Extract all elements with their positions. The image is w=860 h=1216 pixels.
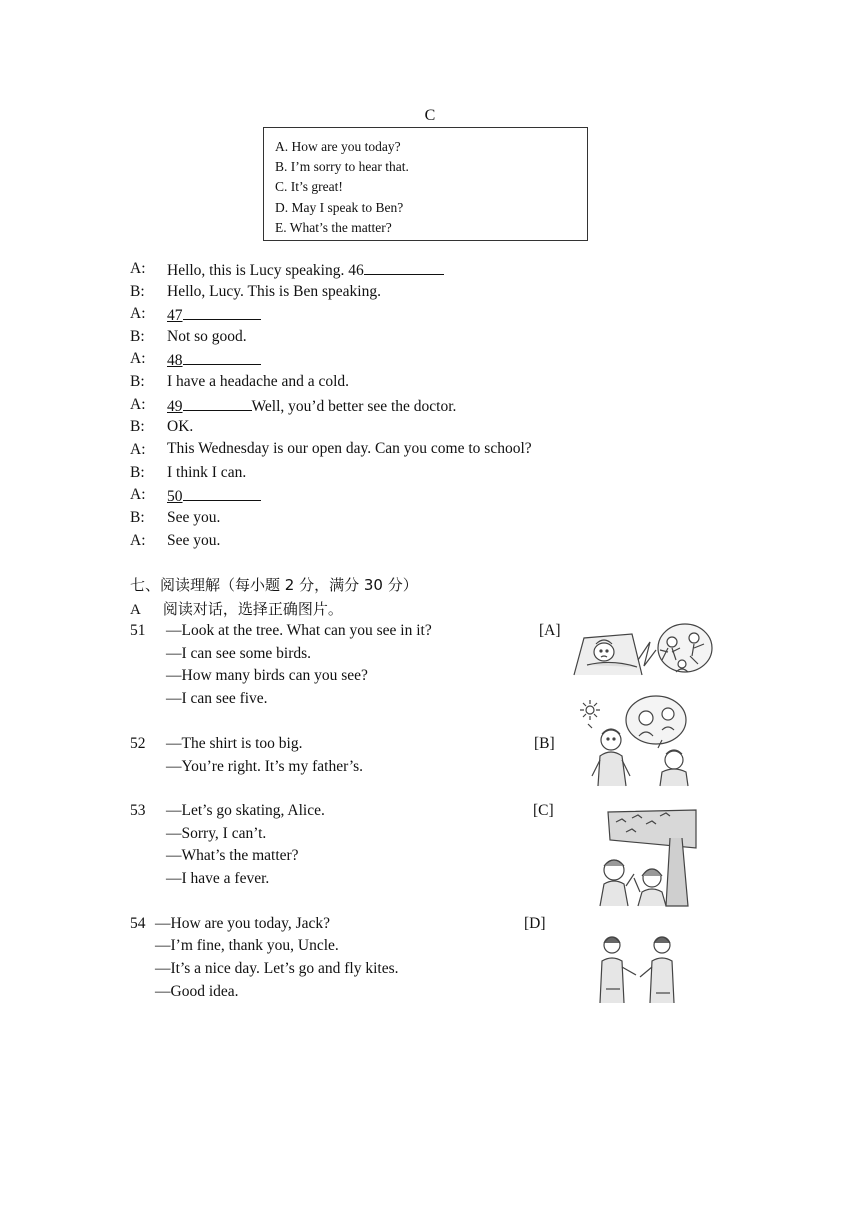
dialogue-line: OK.	[167, 418, 194, 435]
speaker: B:	[130, 373, 145, 390]
dialogue-line: Hello, Lucy. This is Ben speaking.	[167, 283, 381, 300]
speaker: A:	[130, 350, 146, 367]
answer-blank[interactable]	[364, 260, 444, 275]
question-number: 53	[130, 802, 146, 819]
speaker: A:	[130, 260, 146, 277]
sub-instruction: A 阅读对话，选择正确图片。	[130, 600, 343, 618]
picture-b-illustration	[578, 690, 696, 788]
dialogue-line: I have a headache and a cold.	[167, 373, 350, 390]
question-line: —I have a fever.	[166, 870, 270, 887]
question-line: —I’m fine, thank you, Uncle.	[155, 937, 339, 954]
answer-blank[interactable]	[183, 350, 261, 365]
speaker: B:	[130, 509, 145, 526]
question-line: —How many birds can you see?	[166, 667, 368, 684]
dialogue-line: See you.	[167, 509, 221, 526]
question-line: —The shirt is too big.	[166, 735, 303, 752]
speaker: A:	[130, 532, 146, 549]
speaker: A:	[130, 305, 146, 322]
question-line: —How are you today, Jack?	[155, 915, 331, 932]
question-line: —You’re right. It’s my father’s.	[166, 758, 364, 775]
dialogue-line: Not so good.	[167, 328, 247, 345]
question-line: —I can see some birds.	[166, 645, 312, 662]
question-line: —Good idea.	[155, 983, 239, 1000]
options-box	[263, 127, 588, 241]
picture-label-b: [B]	[534, 735, 555, 752]
dialogue-line: See you.	[167, 532, 221, 549]
picture-c-illustration	[596, 808, 698, 908]
question-line: —Sorry, I can’t.	[166, 825, 267, 842]
speaker: B:	[130, 418, 145, 435]
speaker: B:	[130, 464, 145, 481]
dialogue-line: This Wednesday is our open day. Can you come to school?	[167, 440, 532, 457]
section-label: C	[424, 107, 436, 124]
question-number: 52	[130, 735, 146, 752]
picture-d-illustration	[596, 933, 692, 1005]
dialogue-line: 50	[167, 486, 261, 506]
question-line: —It’s a nice day. Let’s go and fly kites.	[155, 960, 399, 977]
dialogue-line: 47	[167, 305, 261, 325]
answer-blank[interactable]	[183, 486, 261, 501]
question-number: 51	[130, 622, 146, 639]
speaker: A:	[130, 396, 146, 413]
picture-label-d: [D]	[524, 915, 546, 932]
answer-blank[interactable]	[183, 396, 252, 411]
option-a: A. How are you today?	[275, 139, 401, 154]
question-line: —Look at the tree. What can you see in it?	[166, 622, 432, 639]
question-number: 54	[130, 915, 146, 932]
dialogue-line: 48	[167, 350, 261, 370]
question-line: —I can see five.	[166, 690, 268, 707]
speaker: B:	[130, 328, 145, 345]
speaker: A:	[130, 486, 146, 503]
picture-a-illustration	[572, 620, 717, 678]
option-d: D. May I speak to Ben?	[275, 199, 404, 215]
question-line: —What’s the matter?	[166, 847, 299, 864]
dialogue-line: 49 Well, you’d better see the doctor.	[167, 398, 457, 415]
section-heading: 七、阅读理解（每小题 2 分，满分 30 分）	[130, 576, 418, 594]
option-b: B. I’m sorry to hear that.	[275, 159, 409, 175]
option-c: C. It’s great!	[275, 179, 343, 195]
picture-label-a: [A]	[539, 622, 561, 639]
dialogue-line: I think I can.	[167, 464, 247, 481]
speaker: B:	[130, 283, 145, 300]
dialogue-line: Hello, this is Lucy speaking. 46	[167, 260, 444, 280]
answer-blank[interactable]	[183, 305, 261, 320]
question-line: —Let’s go skating, Alice.	[166, 802, 325, 819]
speaker: A:	[130, 441, 146, 458]
picture-label-c: [C]	[533, 802, 554, 819]
option-e: E. What’s the matter?	[275, 219, 392, 235]
